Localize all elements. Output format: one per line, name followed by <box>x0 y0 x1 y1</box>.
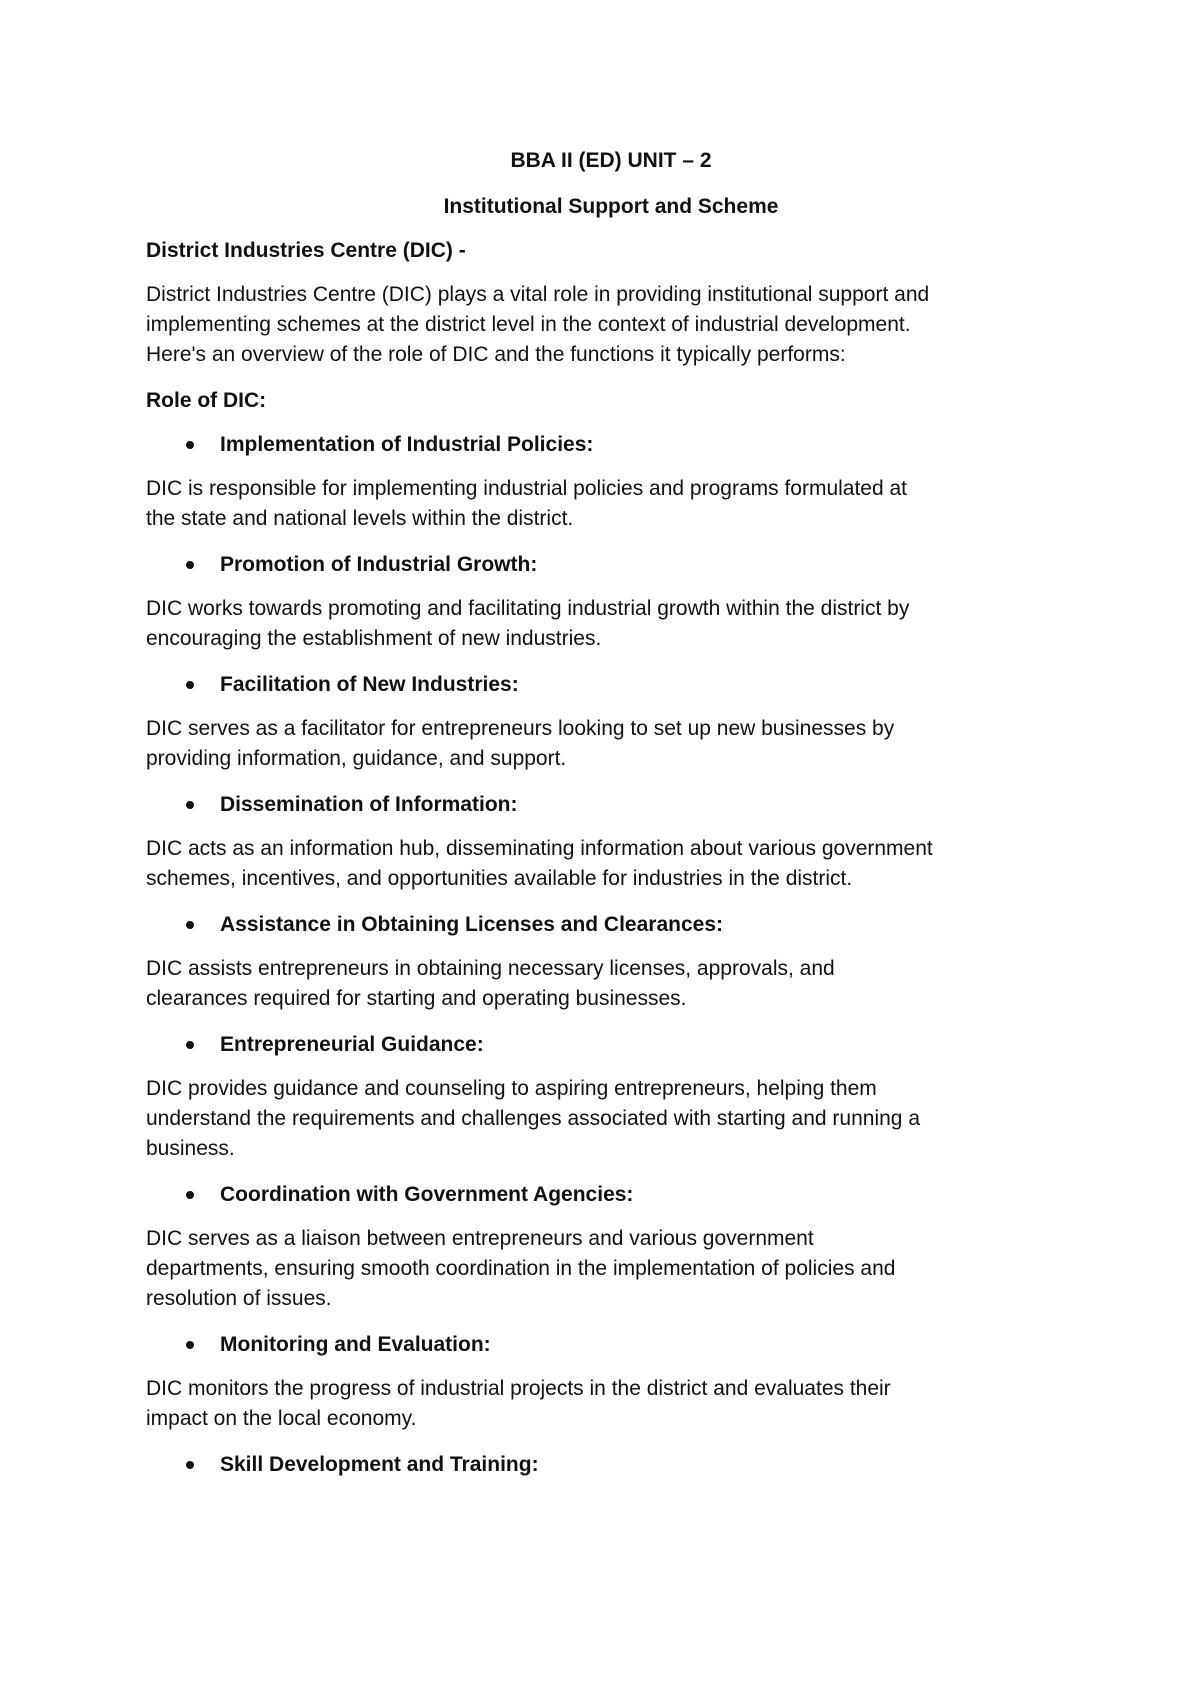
role-item <box>146 790 1076 894</box>
item-description <box>146 954 1076 1014</box>
role-heading: Role of DIC: <box>146 389 267 412</box>
bullet-dot-icon <box>186 441 194 449</box>
description-line: DIC provides guidance and counseling to aspiring entrepreneurs, helping them <box>146 1077 877 1100</box>
bullet-heading <box>146 1330 1076 1360</box>
bullet-dot-icon <box>186 561 194 569</box>
role-item <box>146 1450 1076 1480</box>
bullet-dot-icon <box>186 1041 194 1049</box>
description-line: DIC serves as a facilitator for entrepreneurs looking to set up new businesses by <box>146 717 895 740</box>
bullet-heading-text: Coordination with Government Agencies: <box>220 1183 634 1206</box>
bullet-heading <box>146 910 1076 940</box>
role-item <box>146 1330 1076 1434</box>
description-line: DIC is responsible for implementing industrial policies and programs formulated at <box>146 477 908 500</box>
document-subtitle: Institutional Support and Scheme <box>443 195 779 218</box>
item-description <box>146 594 1076 654</box>
section-heading-dic: District Industries Centre (DIC) - <box>146 239 466 262</box>
description-line: schemes, incentives, and opportunities available for industries in the district. <box>146 867 853 890</box>
item-description <box>146 714 1076 774</box>
description-line: clearances required for starting and operating businesses. <box>146 987 687 1010</box>
bullet-heading <box>146 1180 1076 1210</box>
document-title: BBA II (ED) UNIT – 2 <box>510 149 712 172</box>
bullet-dot-icon <box>186 681 194 689</box>
bullet-dot-icon <box>186 801 194 809</box>
description-line: DIC acts as an information hub, disseminating information about various government <box>146 837 933 860</box>
bullet-dot-icon <box>186 1341 194 1349</box>
bullet-heading <box>146 790 1076 820</box>
bullet-heading <box>146 1450 1076 1480</box>
intro-line: Here's an overview of the role of DIC and the functions it typically performs: <box>146 343 846 366</box>
item-description <box>146 474 1076 534</box>
bullet-heading-text: Dissemination of Information: <box>220 793 518 816</box>
role-item <box>146 910 1076 1014</box>
description-line: DIC works towards promoting and facilitating industrial growth within the district by <box>146 597 910 620</box>
item-description <box>146 1374 1076 1434</box>
description-line: DIC serves as a liaison between entrepreneurs and various government <box>146 1227 814 1250</box>
role-item <box>146 1180 1076 1314</box>
bullet-heading-text: Facilitation of New Industries: <box>220 673 519 696</box>
role-item <box>146 670 1076 774</box>
bullet-heading <box>146 550 1076 580</box>
description-line: departments, ensuring smooth coordination in the implementation of policies and <box>146 1257 896 1280</box>
bullet-dot-icon <box>186 1461 194 1469</box>
bullet-dot-icon <box>186 921 194 929</box>
document-page <box>146 146 1076 1494</box>
item-description <box>146 834 1076 894</box>
bullet-heading <box>146 670 1076 700</box>
bullet-heading-text: Assistance in Obtaining Licenses and Clearances: <box>220 913 724 936</box>
intro-line: implementing schemes at the district level in the context of industrial development. <box>146 313 911 336</box>
bullet-heading-text: Skill Development and Training: <box>220 1453 539 1476</box>
role-item <box>146 550 1076 654</box>
bullet-heading-text: Promotion of Industrial Growth: <box>220 553 538 576</box>
intro-line: District Industries Centre (DIC) plays a vital role in providing institutional support and <box>146 283 930 306</box>
bullet-heading <box>146 430 1076 460</box>
description-line: DIC monitors the progress of industrial projects in the district and evaluates their <box>146 1377 891 1400</box>
bullet-heading-text: Entrepreneurial Guidance: <box>220 1033 484 1056</box>
description-line: resolution of issues. <box>146 1287 332 1310</box>
role-item <box>146 1030 1076 1164</box>
bullet-heading-text: Monitoring and Evaluation: <box>220 1333 491 1356</box>
item-description <box>146 1224 1076 1314</box>
role-item <box>146 430 1076 534</box>
item-description <box>146 1074 1076 1164</box>
description-line: impact on the local economy. <box>146 1407 417 1430</box>
description-line: providing information, guidance, and support. <box>146 747 567 770</box>
description-line: encouraging the establishment of new industries. <box>146 627 602 650</box>
bullet-heading <box>146 1030 1076 1060</box>
description-line: understand the requirements and challenges associated with starting and running a <box>146 1107 920 1130</box>
intro-paragraph <box>146 280 1076 370</box>
description-line: the state and national levels within the district. <box>146 507 574 530</box>
description-line: DIC assists entrepreneurs in obtaining necessary licenses, approvals, and <box>146 957 835 980</box>
bullet-dot-icon <box>186 1191 194 1199</box>
bullet-heading-text: Implementation of Industrial Policies: <box>220 433 594 456</box>
description-line: business. <box>146 1137 235 1160</box>
